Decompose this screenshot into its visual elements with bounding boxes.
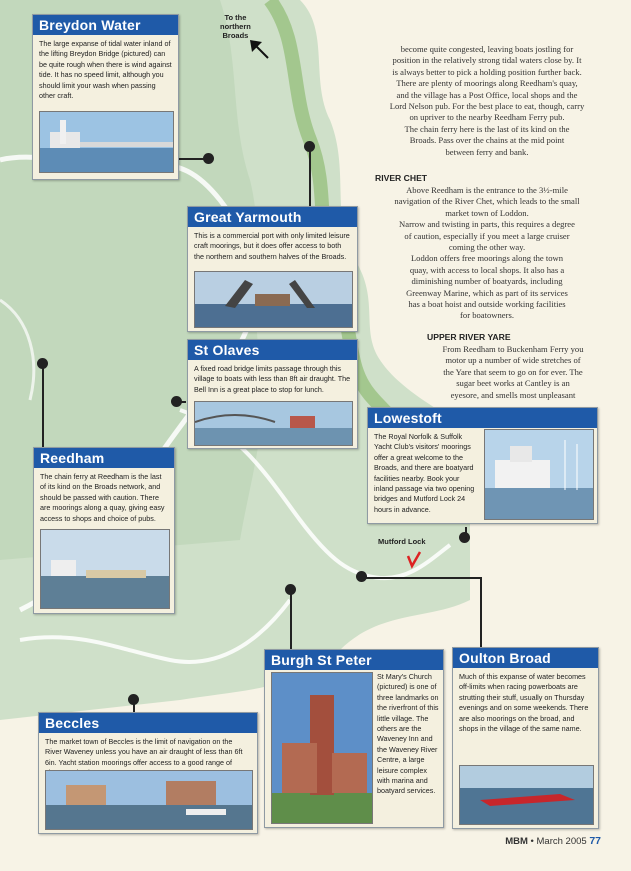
oulton-broad-photo — [459, 765, 594, 825]
breydon-water-text: The large expanse of tidal water inland of the lifting Breydon Bridge (pictured) can be quite rough when there is wind against tide. It has no speed limit, although you should limit your wash when passing other craft. — [39, 39, 172, 101]
burgh-st-peter-text: St Mary's Church (pictured) is one of three landmarks on the riverfront of this little village. The others are the Waveney Inn and the Waveney River Centre, a large leisure complex with marina and boatyard services. — [377, 672, 439, 796]
beccles-box — [38, 712, 258, 834]
burgh-church-photo — [271, 672, 373, 824]
breydon-marker — [203, 153, 214, 164]
breydon-water-title: Breydon Water — [33, 15, 178, 35]
page-footer — [505, 835, 601, 847]
reedham-marker — [37, 358, 48, 369]
lowestoft-photo — [484, 429, 594, 520]
yarmouth-marker — [304, 141, 315, 152]
burgh-marker — [285, 584, 296, 595]
beccles-marker — [128, 694, 139, 705]
great-yarmouth-title: Great Yarmouth — [188, 207, 357, 227]
olaves-marker — [171, 396, 182, 407]
lowestoft-marker — [459, 532, 470, 543]
great-yarmouth-photo — [194, 271, 353, 328]
lowestoft-box — [367, 407, 598, 524]
burgh-st-peter-box — [264, 649, 444, 828]
st-olaves-photo — [194, 401, 353, 446]
oulton-broad-title: Oulton Broad — [453, 648, 598, 668]
breydon-connector — [176, 158, 206, 160]
oulton-marker — [356, 571, 367, 582]
issue-date: March 2005 — [536, 836, 587, 847]
magazine-name: MBM — [505, 836, 528, 847]
article-intro: become quite congested, leaving boats jostling for position in the relatively strong tidal waters close by. It is always better to pick a holding position further back. There are plenty of moorings along Reedham's quay, and the village has a Post Office, local shops and the Lord Nelson pub. For the best place to eat, though, carry on upriver to the nearby Reedham Ferry pub. The chain ferry here is the last of its kind on the Broads. Pass over the chains at the mid point between ferry and bank. — [389, 44, 585, 157]
reedham-box — [33, 447, 175, 614]
upper-river-yare-heading: UPPER RIVER YARE — [427, 332, 511, 342]
st-olaves-title: St Olaves — [188, 340, 357, 360]
article-river-chet: Above Reedham is the entrance to the 3½-mile navigation of the River Chet, which leads to the small market town of Loddon. Narrow and twisting in parts, this requires a degree of caution, especially if you meet a large cruiser coming the other way. Loddon offers free moorings along the town quay, with access to local shops. It also has a diminishing number of boatyards, including Greenway Marine, which as part of its services has a boat hoist and outside working facilities for boatowners. — [394, 185, 580, 321]
river-chet-heading: RIVER CHET — [375, 173, 428, 183]
beccles-photo — [45, 770, 253, 830]
lowestoft-title: Lowestoft — [368, 408, 597, 428]
beccles-text: The market town of Beccles is the limit of navigation on the River Waveney unless you have an air draught of less than 6ft 6in. Yacht station moorings offer access to a good range of — [45, 737, 243, 767]
breydon-bridge-photo — [39, 111, 174, 173]
article-upper-river-yare: From Reedham to Buckenham Ferry you motor up a number of wide stretches of the Yare that seem to go on for ever. The sugar beet works at Cantley is an eyesore, and smells most unpleasant — [442, 344, 584, 400]
oulton-connector-v — [480, 577, 482, 647]
footer-separator: • — [530, 836, 537, 847]
reedham-photo — [40, 529, 170, 609]
mutford-lock-label: Mutford Lock — [378, 537, 426, 546]
beccles-title: Beccles — [39, 713, 257, 733]
burgh-connector — [290, 590, 292, 650]
north-label: To the northern Broads — [220, 13, 251, 40]
oulton-broad-text: Much of this expanse of water becomes off-limits when racing powerboats are strutting their stuff, usually on Thursday evenings and on some weekends. There are also moorings on the broad, and shops in the village of the same name. — [459, 672, 589, 734]
reedham-text: The chain ferry at Reedham is the last of its kind on the Broads network, and should be passed with caution. There are moorings along a quay, giving easy access to shops and choice of pubs. — [40, 472, 165, 523]
great-yarmouth-text: This is a commercial port with only limited leisure craft moorings, but it does offer access to both the northern and southern halves of the Broads. — [194, 231, 350, 261]
page-number: 77 — [589, 835, 601, 847]
lowestoft-text: The Royal Norfolk & Suffolk Yacht Club's visitors' moorings offer a great welcome to the Broads, and there are boatyard facilities nearby. Book your inland passage via two opening bridges and Mutford Lock 24 hours in advance. — [374, 432, 475, 514]
great-yarmouth-box — [187, 206, 358, 332]
breydon-water-box — [32, 14, 179, 180]
reedham-title: Reedham — [34, 448, 174, 468]
st-olaves-box — [187, 339, 358, 449]
st-olaves-text: A fixed road bridge limits passage through this village to boats with less than 8ft air draught. The Bell Inn is a great place to stop for lunch. — [194, 364, 351, 394]
reedham-connector — [42, 364, 44, 448]
burgh-st-peter-title: Burgh St Peter — [265, 650, 443, 670]
oulton-broad-box — [452, 647, 599, 829]
oulton-connector — [362, 577, 482, 579]
yarmouth-connector — [309, 146, 311, 208]
